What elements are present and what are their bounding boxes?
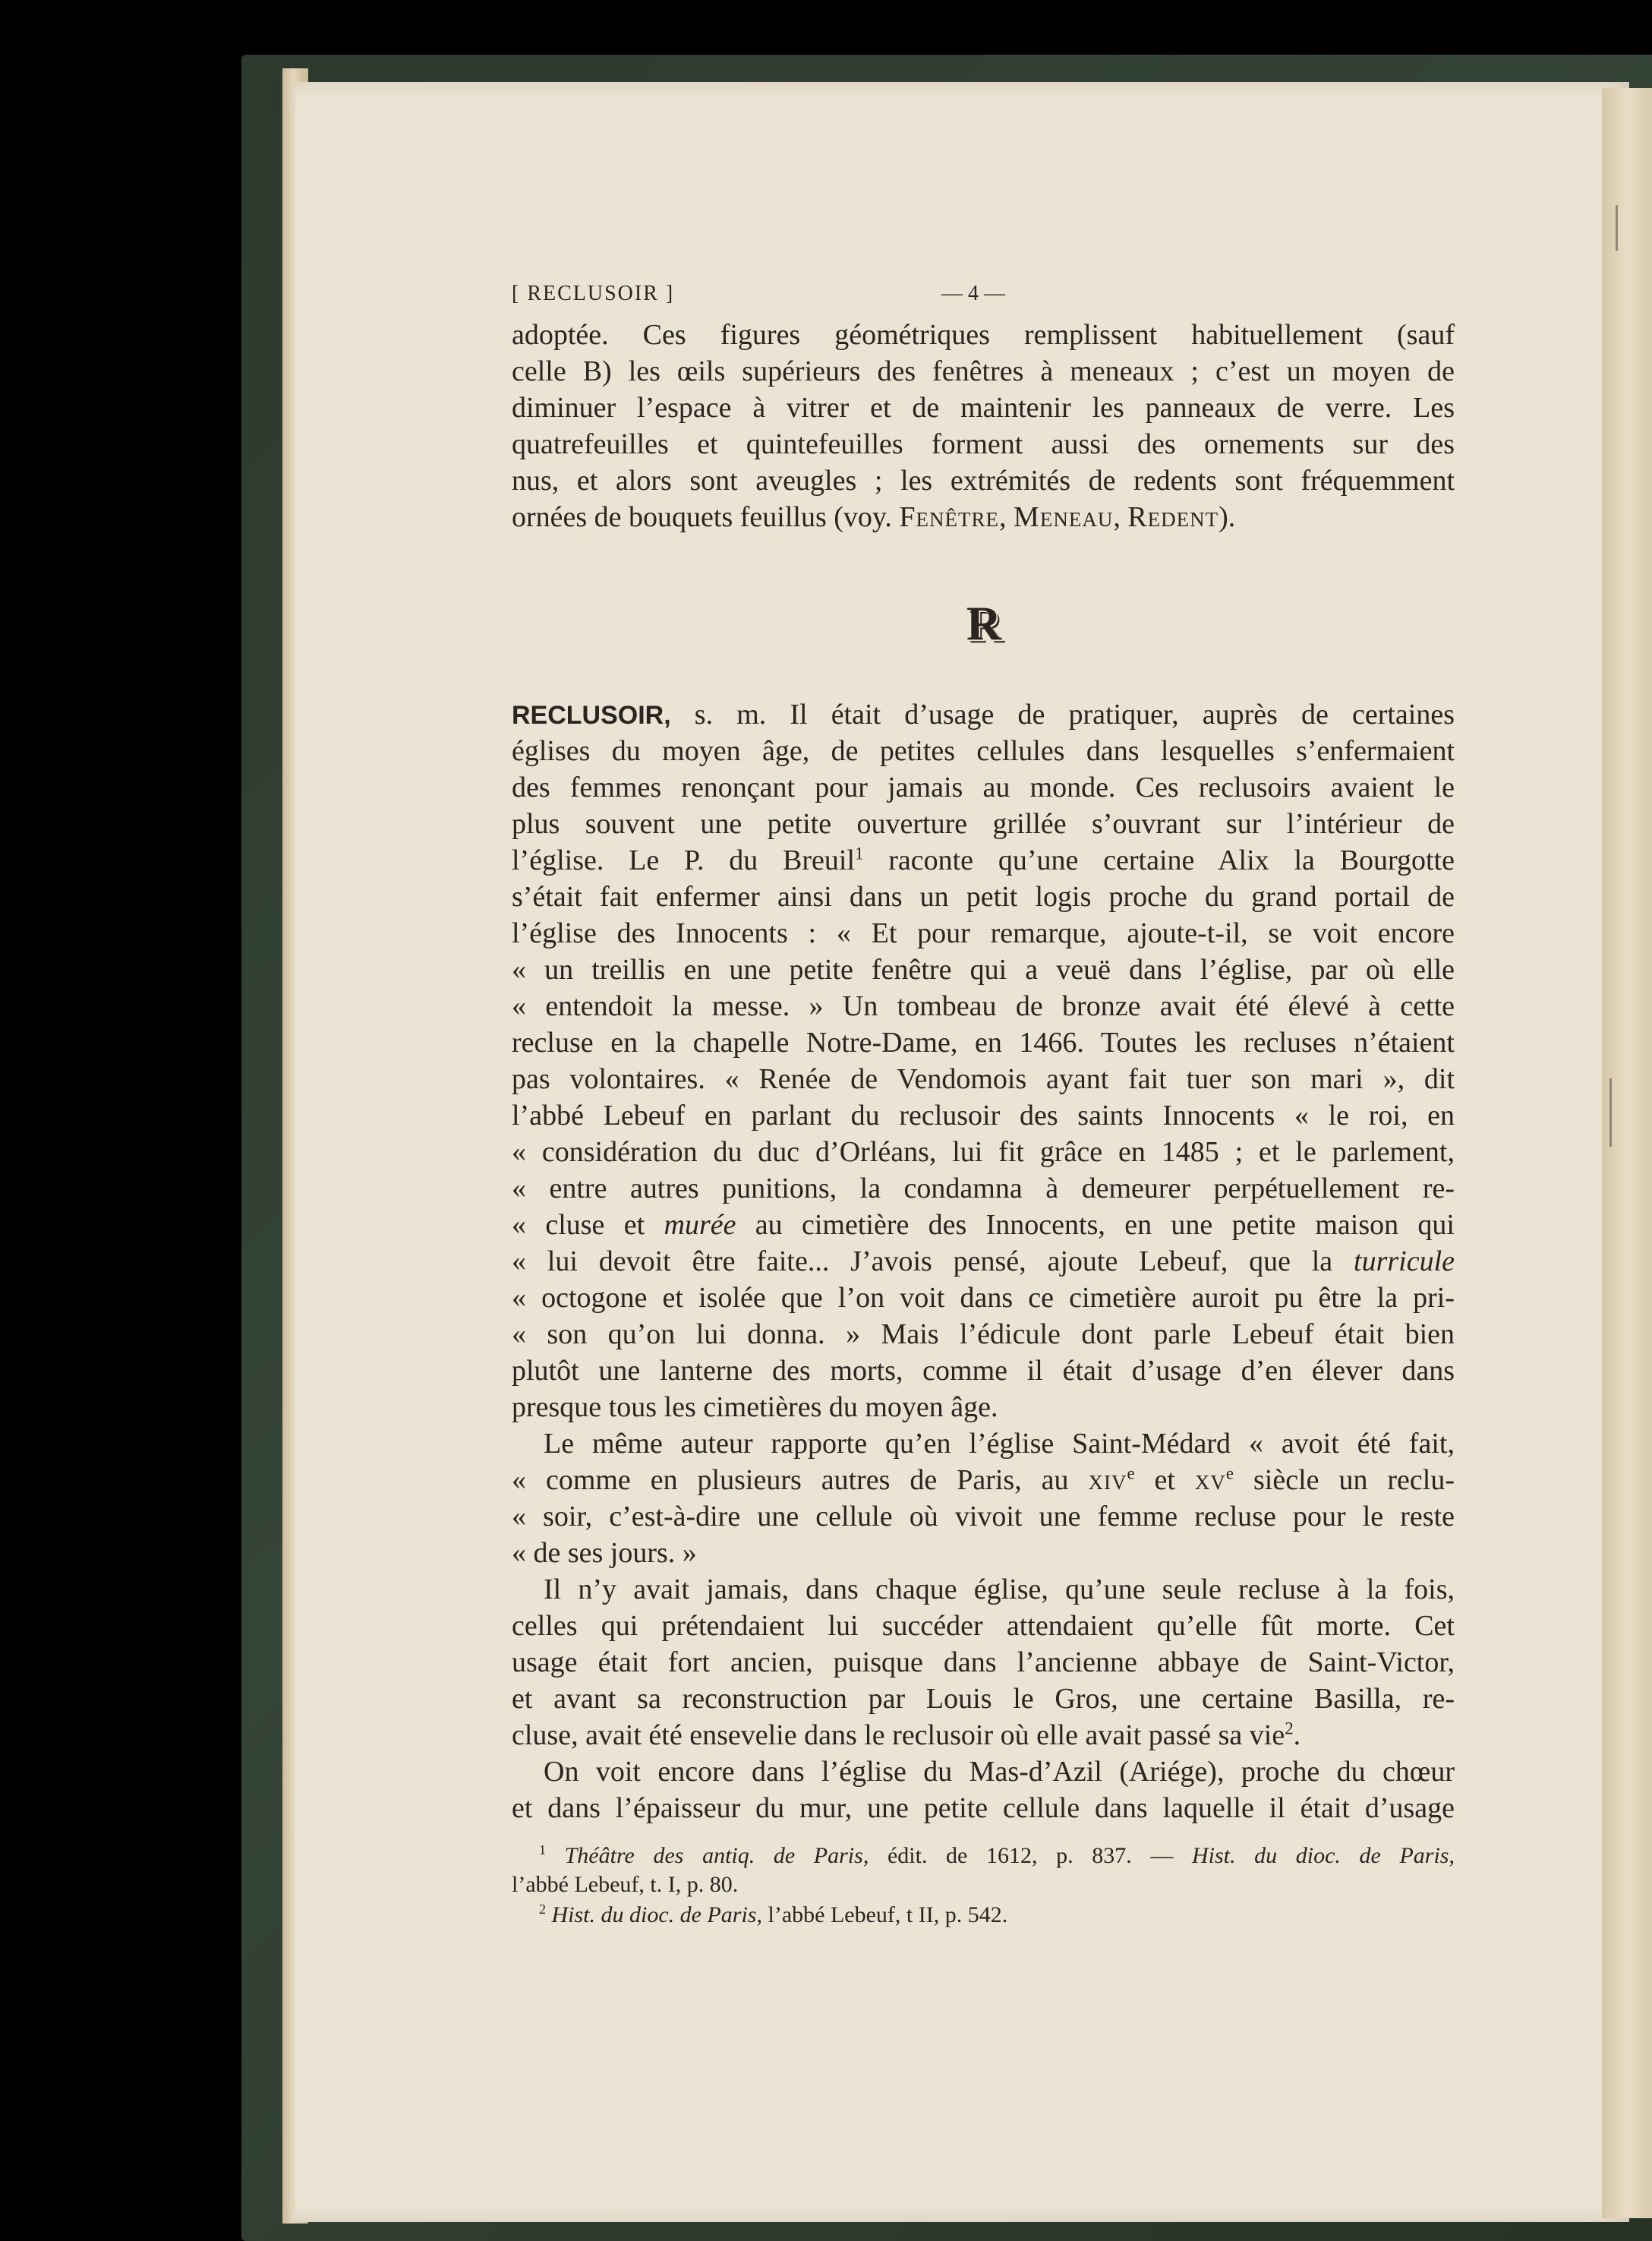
text-line — [512, 1244, 1455, 1279]
text-line: Le même auteur rapporte qu’en l’église Saint-Médard « avoit été fait, — [544, 1428, 1455, 1460]
text-line — [512, 843, 1455, 878]
text-fragment: « comme en plusieurs autres de Paris, au — [512, 1464, 1089, 1496]
text-fragment: . — [1293, 1719, 1301, 1751]
page-mark — [1609, 1078, 1612, 1147]
text-fragment: raconte qu’une certaine Alix la Bourgotte — [863, 844, 1455, 876]
text-line: Il n’y avait jamais, dans chaque église, qu’une seule recluse à la fois, — [544, 1573, 1455, 1605]
text-line — [512, 1463, 1455, 1498]
footnote-2 — [539, 1901, 1455, 1930]
text-line: quatrefeuilles et quintefeuilles forment aussi des ornements sur des — [512, 428, 1455, 460]
text-line: pas volontaires. « Renée de Vendomois ayant fait tuer son mari », dit — [512, 1063, 1455, 1095]
text-line — [512, 500, 1455, 535]
text-line: « entre autres punitions, la condamna à demeurer perpétuellement re- — [512, 1173, 1455, 1204]
italic-word: turricule — [1354, 1245, 1455, 1277]
text-line: « soir, c’est-à-dire une cellule où vivoit une femme recluse pour le reste — [512, 1501, 1455, 1532]
footnote-1 — [539, 1842, 1455, 1870]
text-fragment: siècle un reclu- — [1234, 1464, 1455, 1496]
cross-reference: Redent — [1127, 501, 1219, 533]
text-line: usage était fort ancien, puisque dans l’ancienne abbaye de Saint-Victor, — [512, 1646, 1455, 1678]
italic-word: murée — [664, 1209, 736, 1241]
right-page-edges — [1602, 88, 1652, 2218]
footnote-ref: 1 — [855, 844, 864, 863]
text-line: On voit encore dans l’église du Mas-d’Azil (Ariége), proche du chœur — [544, 1756, 1455, 1788]
text-line: celle B) les œils supérieurs des fenêtres à meneaux ; c’est un moyen de — [512, 355, 1455, 387]
text-fragment: au cimetière des Innocents, en une petite maison qui — [736, 1209, 1455, 1241]
text-fragment: l’église. Le P. du Breuil — [512, 844, 856, 876]
cross-reference: Meneau — [1014, 501, 1114, 533]
text-line: nus, et alors sont aveugles ; les extrémités de redents sont fréquemment — [512, 465, 1455, 497]
text-line: presque tous les cimetières du moyen âge. — [512, 1391, 998, 1423]
footnote-1-continued: l’abbé Lebeuf, t. I, p. 80. — [512, 1872, 739, 1897]
section-letter-ornament: R — [966, 596, 1002, 650]
text-line: s’était fait enfermer ainsi dans un petit logis proche du grand portail de — [512, 881, 1455, 913]
text-fragment: ). — [1219, 501, 1236, 533]
text-fragment: et — [1134, 1464, 1195, 1496]
text-line: plutôt une lanterne des morts, comme il était d’usage d’en élever dans — [512, 1355, 1455, 1387]
text-line: « de ses jours. » — [512, 1537, 697, 1569]
text-line — [512, 1207, 1455, 1242]
text-line: l’abbé Lebeuf en parlant du reclusoir des saints Innocents « le roi, en — [512, 1100, 1455, 1132]
footnote-title: Théâtre des antiq. de Paris — [564, 1843, 863, 1868]
text-line: et dans l’épaisseur du mur, une petite cellule dans laquelle il était d’usage — [512, 1792, 1455, 1824]
text-line: « un treillis en une petite fenêtre qui a veuë dans l’église, par où elle — [512, 954, 1455, 986]
text-line: églises du moyen âge, de petites cellules dans lesquelles s’enfermaient — [512, 735, 1455, 767]
text-fragment: « cluse et — [512, 1209, 664, 1241]
text-line: l’église des Innocents : « Et pour remarque, ajoute-t-il, se voit encore — [512, 917, 1455, 949]
footnote-text: , — [1449, 1843, 1455, 1868]
text-fragment: s. m. Il était d’usage de pratiquer, auprès de certaines — [670, 699, 1455, 731]
superscript: e — [1127, 1463, 1135, 1483]
footnote-title: Hist. du dioc. de Paris — [551, 1902, 757, 1927]
text-line: « son qu’on lui donna. » Mais l’édicule dont parle Lebeuf était bien — [512, 1318, 1455, 1350]
footnote-number: 1 — [539, 1842, 546, 1858]
text-line: plus souvent une petite ouverture grillée s’ouvrant sur l’intérieur de — [512, 808, 1455, 840]
text-line: adoptée. Ces figures géométriques remplissent habituellement (sauf — [512, 319, 1455, 351]
text-fragment: , — [1113, 501, 1128, 533]
page-mark — [1616, 205, 1618, 251]
entry-first-line — [512, 697, 1455, 733]
century-numeral: xiv — [1088, 1464, 1127, 1496]
footnote-ref: 2 — [1285, 1719, 1294, 1738]
text-fragment: ornées de bouquets feuillus (voy. — [512, 501, 900, 533]
running-title: [ RECLUSOIR ] — [512, 282, 675, 305]
entry-headword: RECLUSOIR, — [512, 701, 671, 730]
text-fragment: « lui devoit être faite... J’avois pensé, ajoute Lebeuf, que la — [512, 1245, 1354, 1277]
century-numeral: xv — [1194, 1464, 1226, 1496]
footnote-text: , édit. de 1612, p. 837. — — [862, 1843, 1192, 1868]
cross-reference: Fenêtre — [899, 501, 1000, 533]
superscript: e — [1225, 1463, 1234, 1483]
text-line: diminuer l’espace à vitrer et de maintenir les panneaux de verre. Les — [512, 392, 1455, 424]
text-line — [512, 1718, 1455, 1753]
footnote-text: , l’abbé Lebeuf, t II, p. 542. — [756, 1902, 1008, 1927]
text-fragment: , — [999, 501, 1014, 533]
text-line: celles qui prétendaient lui succéder attendaient qu’elle fût morte. Cet — [512, 1610, 1455, 1642]
text-line: « entendoit la messe. » Un tombeau de bronze avait été élevé à cette — [512, 990, 1455, 1022]
footnote-number: 2 — [539, 1902, 546, 1917]
text-line: recluse en la chapelle Notre-Dame, en 1466. Toutes les recluses n’étaient — [512, 1027, 1455, 1059]
footnote-title: Hist. du dioc. de Paris — [1192, 1843, 1449, 1868]
text-line: « octogone et isolée que l’on voit dans ce cimetière auroit pu être la pri- — [512, 1282, 1455, 1314]
text-line: des femmes renonçant pour jamais au monde. Ces reclusoirs avaient le — [512, 772, 1455, 803]
text-line: « considération du duc d’Orléans, lui fit grâce en 1485 ; et le parlement, — [512, 1136, 1455, 1168]
text-line: et avant sa reconstruction par Louis le Gros, une certaine Basilla, re- — [512, 1683, 1455, 1715]
text-fragment: cluse, avait été ensevelie dans le reclusoir où elle avait passé sa vie — [512, 1719, 1285, 1751]
page-number: — 4 — — [941, 282, 1005, 305]
running-head — [512, 276, 1455, 311]
